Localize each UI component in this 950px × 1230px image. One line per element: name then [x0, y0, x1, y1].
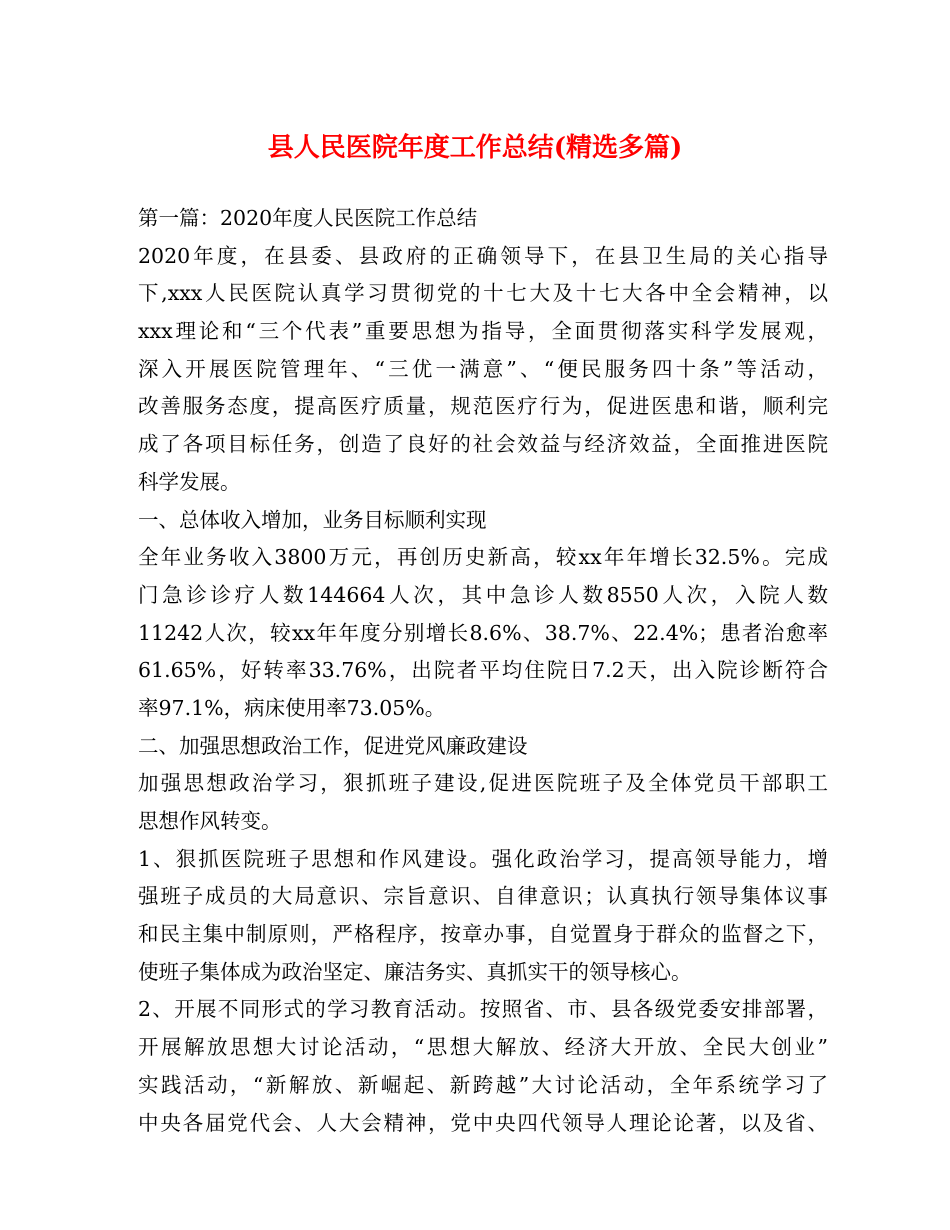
text-line: 成了各项目标任务，创造了良好的社会效益与经济效益，全面推进医院 [138, 432, 828, 457]
text-line: 和民主集中制原则，严格程序，按章办事，自觉置身于群众的监督之下， [138, 922, 828, 947]
text-line: 1、狠抓医院班子思想和作风建设。强化政治学习，提高领导能力，增 [138, 846, 828, 871]
text-line: 率97.1%，病床使用率73.05%。 [138, 695, 446, 720]
text-line: 实践活动，“新解放、新崛起、新跨越”大讨论活动，全年系统学习了 [138, 1072, 828, 1097]
text-line: 第一篇：2020年度人民医院工作总结 [138, 206, 478, 230]
text-line: 科学发展。 [138, 469, 241, 494]
text-line: 改善服务态度，提高医疗质量，规范医疗行为，促进医患和谐，顺利完 [138, 394, 828, 419]
text-line: 开展解放思想大讨论活动，“思想大解放、经济大开放、全民大创业” [138, 1035, 828, 1060]
text-line: 深入开展医院管理年、“三优一满意”、“便民服务四十条”等活动， [138, 356, 828, 381]
text-line: 一、总体收入增加，业务目标顺利实现 [138, 507, 487, 532]
text-line: xxx理论和“三个代表”重要思想为指导，全面贯彻落实科学发展观， [138, 319, 828, 344]
text-line: 11242人次，较xx年年度分别增长8.6%、38.7%、22.4%；患者治愈率 [138, 620, 828, 645]
document-body [138, 200, 828, 1142]
text-line: 二、加强思想政治工作，促进党风廉政建设 [138, 733, 528, 758]
text-line: 2、开展不同形式的学习教育活动。按照省、市、县各级党委安排部署， [138, 997, 828, 1022]
text-line: 中央各届党代会、人大会精神，党中央四代领导人理论论著，以及省、 [138, 1110, 828, 1135]
text-line: 全年业务收入3800万元，再创历史新高，较xx年年增长32.5%。完成 [138, 545, 828, 570]
text-line: 加强思想政治学习，狠抓班子建设,促进医院班子及全体党员干部职工 [138, 771, 828, 796]
text-line: 使班子集体成为政治坚定、廉洁务实、真抓实干的领导核心。 [138, 959, 692, 984]
text-line: 下,xxx人民医院认真学习贯彻党的十七大及十七大各中全会精神，以 [138, 281, 828, 306]
text-line: 门急诊诊疗人数144664人次，其中急诊人数8550人次，入院人数 [138, 582, 828, 607]
text-line: 思想作风转变。 [138, 809, 282, 833]
text-line: 2020年度，在县委、县政府的正确领导下，在县卫生局的关心指导 [138, 243, 828, 268]
document-title: 县人民医院年度工作总结(精选多篇) [267, 133, 683, 163]
text-line: 强班子成员的大局意识、宗旨意识、自律意识；认真执行领导集体议事 [138, 884, 828, 909]
text-line: 61.65%，好转率33.76%，出院者平均住院日7.2天，出入院诊断符合 [138, 658, 828, 683]
